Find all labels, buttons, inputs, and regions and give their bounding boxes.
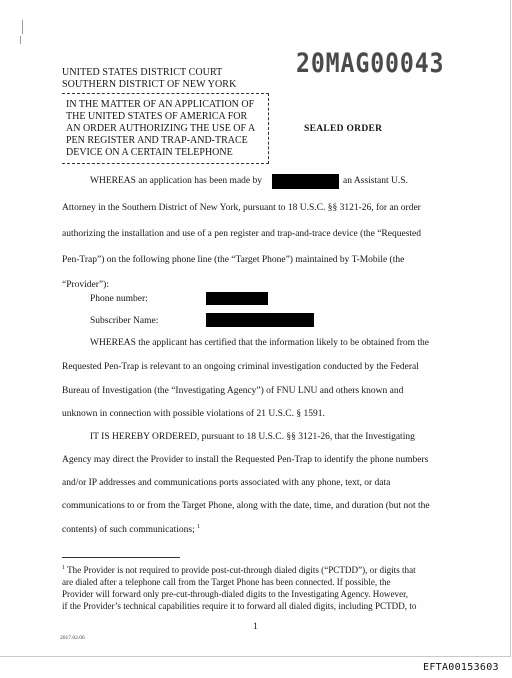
body-line: WHEREAS the applicant has certified that the information likely to be obtained from the (90, 338, 429, 348)
bates-number: EFTA00153603 (423, 662, 499, 673)
court-heading (62, 67, 236, 91)
phone-number-label: Phone number: (90, 294, 148, 304)
case-caption (66, 99, 266, 159)
body-line-text: contents) of such communications; (62, 525, 195, 536)
scan-margin-mark (20, 36, 21, 44)
footnote-line: are dialed after a telephone call from the Target Phone has been connected. If possible, the (62, 577, 391, 588)
caption-line: IN THE MATTER OF AN APPLICATION OF (66, 99, 255, 110)
redaction-bar (206, 292, 268, 305)
footnote-text: The Provider is not required to provide post-cut-through dialed digits (“PCTDD”), or digits that (67, 565, 416, 576)
body-line: communications to or from the Target Phone, along with the date, time, and duration (but not the (62, 501, 430, 511)
footnote (62, 562, 462, 612)
body-line: Pen-Trap”) on the following phone line (the “Target Phone”) maintained by T-Mobile (the (62, 255, 405, 265)
body-line (62, 524, 200, 535)
subscriber-name-label: Subscriber Name: (90, 316, 159, 326)
footnote-reference: 1 (197, 524, 201, 530)
caption-line: PEN REGISTER AND TRAP-AND-TRACE (66, 135, 248, 146)
body-line: Bureau of Investigation (the “Investigating Agency”) of FNU LNU and others known and (62, 386, 404, 396)
body-line: Requested Pen-Trap is relevant to an ongoing criminal investigation conducted by the Federal (62, 362, 419, 372)
footnote-line: Provider will forward only pre-cut-through-dialed digits to the Investigating Agency. However, (62, 589, 409, 600)
footnote-line: if the Provider’s technical capabilities require it to forward all dialed digits, including PCTDD, to (62, 601, 417, 612)
court-name: UNITED STATES DISTRICT COURT (62, 67, 223, 78)
body-line: authorizing the installation and use of a pen register and trap-and-trace device (the “Requested (62, 229, 422, 239)
redaction-bar (206, 313, 314, 327)
redaction-bar (272, 174, 339, 189)
body-line: unknown in connection with possible violations of 21 U.S.C. § 1591. (62, 409, 325, 419)
footnote-line (62, 562, 462, 576)
body-line: an Assistant U.S. (343, 176, 408, 186)
page-number: 1 (253, 622, 258, 632)
body-line: WHEREAS an application has been made by (90, 176, 263, 186)
caption-line: THE UNITED STATES OF AMERICA FOR (66, 111, 248, 122)
body-line: Attorney in the Southern District of New York, pursuant to 18 U.S.C. §§ 3121-26, for an order (62, 203, 421, 213)
footnote-marker: 1 (62, 565, 65, 571)
case-number-stamp: 20MAG00043 (296, 48, 445, 79)
footnote-divider (62, 557, 180, 558)
sealed-order-title: SEALED ORDER (304, 124, 383, 134)
body-line: and/or IP addresses and communications ports associated with any phone, text, or data (62, 478, 391, 488)
caption-line: DEVICE ON A CERTAIN TELEPHONE (66, 147, 233, 158)
body-line: Agency may direct the Provider to install the Requested Pen-Trap to identify the phone numbers (62, 455, 429, 465)
body-line: “Provider”): (62, 280, 109, 290)
court-district: SOUTHERN DISTRICT OF NEW YORK (62, 79, 237, 90)
body-line: IT IS HEREBY ORDERED, pursuant to 18 U.S.C. §§ 3121-26, that the Investigating (90, 432, 415, 442)
scan-margin-mark (22, 20, 23, 34)
form-date: 2017.02.06 (60, 635, 85, 641)
caption-line: AN ORDER AUTHORIZING THE USE OF A (66, 123, 256, 134)
